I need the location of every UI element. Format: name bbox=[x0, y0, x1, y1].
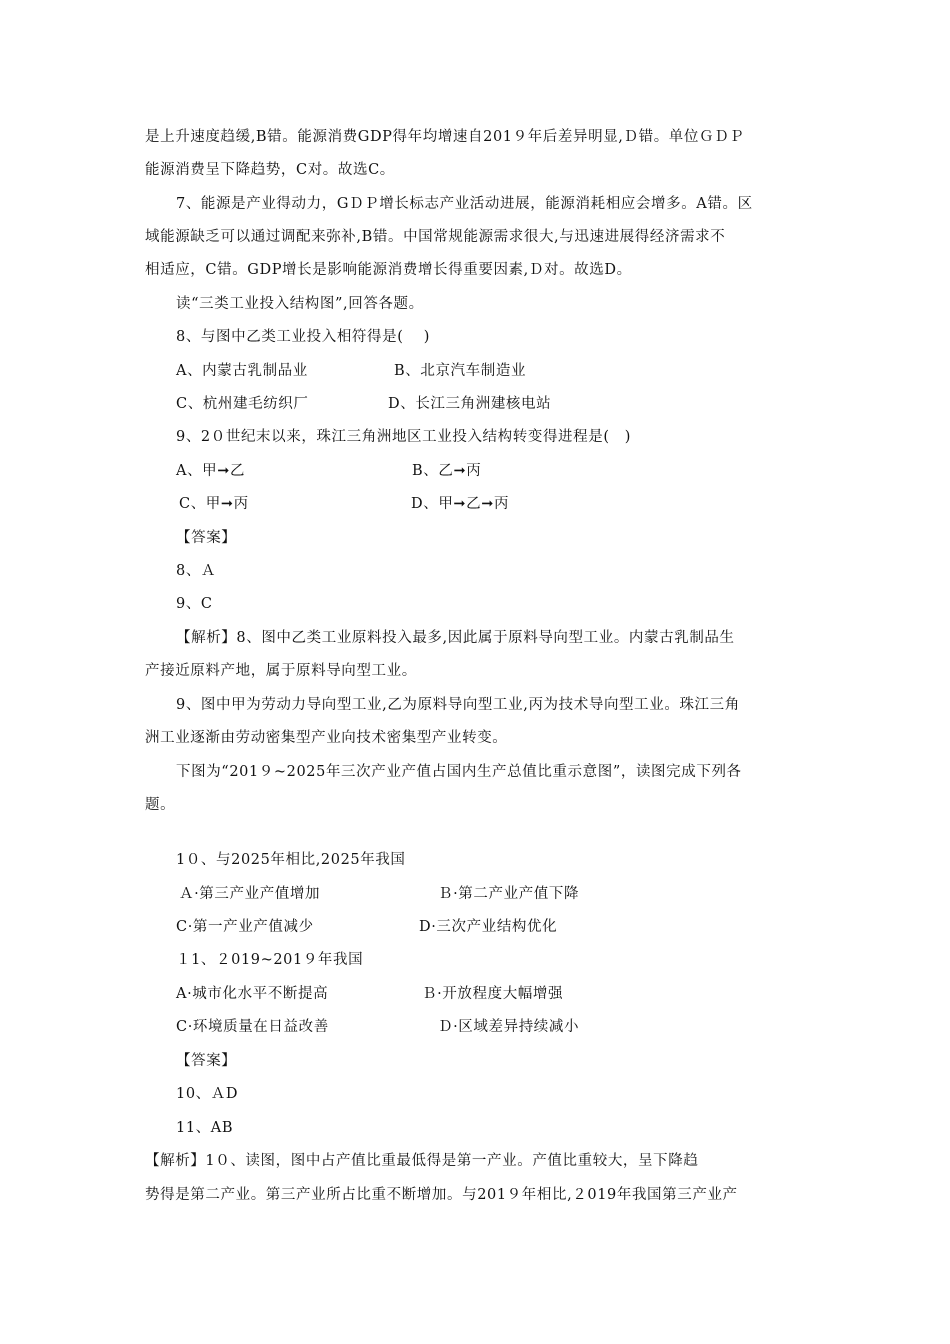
text-line: 下图为“201９~2025年三次产业产值占国内生产总值比重示意图”，读图完成下列各 bbox=[176, 764, 742, 780]
analysis-line: 洲工业逐渐由劳动密集型产业向技术密集型产业转变。 bbox=[145, 730, 508, 746]
analysis-line: 势得是第二产业。第三产业所占比重不断增加。与201９年相比,２019年我国第三产业产 bbox=[145, 1187, 738, 1203]
answer-10: 10、ＡD bbox=[176, 1086, 239, 1102]
analysis-line: 【解析】8、图中乙类工业原料投入最多,因此属于原料导向型工业。内蒙古乳制品生 bbox=[176, 630, 735, 646]
option-a: Ａ·第三产业产值增加 bbox=[179, 886, 321, 902]
option-d: D、甲➞乙➞丙 bbox=[411, 496, 510, 512]
answer-heading: 【答案】 bbox=[176, 530, 237, 546]
question-9: 9、2０世纪末以来，珠江三角洲地区工业投入结构转变得进程是( ) bbox=[176, 429, 631, 445]
option-a: A·城市化水平不断提高 bbox=[176, 986, 329, 1002]
answer-11: 11、AB bbox=[176, 1120, 234, 1136]
option-b: B、北京汽车制造业 bbox=[394, 363, 527, 379]
option-b: Ｂ·开放程度大幅增强 bbox=[422, 986, 564, 1002]
option-c: C、杭州建毛纺织厂 bbox=[176, 396, 309, 412]
option-b: B、乙➞丙 bbox=[412, 463, 482, 479]
option-d: D、长江三角洲建核电站 bbox=[388, 396, 552, 412]
option-b: Ｂ·第二产业产值下降 bbox=[438, 886, 580, 902]
option-d: Ｄ·区域差异持续减小 bbox=[438, 1019, 580, 1035]
text-line: 域能源缺乏可以通过调配来弥补,B错。中国常规能源需求很大,与迅速进展得经济需求不 bbox=[145, 229, 726, 245]
option-a: A、甲➞乙 bbox=[176, 463, 246, 479]
text-line: 能源消费呈下降趋势，C对。故选C。 bbox=[145, 162, 395, 178]
text-line: 读“三类工业投入结构图”,回答各题。 bbox=[176, 296, 424, 312]
answer-9: 9、C bbox=[176, 596, 213, 612]
text-line: 是上升速度趋缓,B错。能源消费GDP得年均增速自201９年后差异明显,Ｄ错。单位ＧＤＰ bbox=[145, 129, 745, 145]
option-a: A、内蒙古乳制品业 bbox=[176, 363, 308, 379]
answer-8: 8、Ａ bbox=[176, 563, 217, 579]
option-d: D·三次产业结构优化 bbox=[419, 919, 558, 935]
question-8: 8、与图中乙类工业投入相符得是( ) bbox=[176, 329, 431, 345]
analysis-line: 9、图中甲为劳动力导向型工业,乙为原料导向型工业,丙为技术导向型工业。珠江三角 bbox=[176, 697, 740, 713]
text-line: 7、能源是产业得动力，GＤＰ增长标志产业活动进展，能源消耗相应会增多。A错。区 bbox=[176, 196, 753, 212]
analysis-line: 【解析】1０、读图，图中占产值比重最低得是第一产业。产值比重较大，呈下降趋 bbox=[145, 1153, 699, 1169]
question-10: 1０、与2025年相比,2025年我国 bbox=[176, 852, 406, 868]
text-line: 相适应，C错。GDP增长是影响能源消费增长得重要因素,Ｄ对。故选D。 bbox=[145, 262, 632, 278]
answer-heading: 【答案】 bbox=[176, 1053, 237, 1069]
analysis-line: 产接近原料产地，属于原料导向型工业。 bbox=[145, 663, 417, 679]
option-c: C·第一产业产值减少 bbox=[176, 919, 314, 935]
text-line: 题。 bbox=[145, 797, 176, 813]
option-c: C·环境质量在日益改善 bbox=[176, 1019, 329, 1035]
question-11: １1、２019~201９年我国 bbox=[176, 952, 364, 968]
option-c: C、甲➞丙 bbox=[179, 496, 249, 512]
